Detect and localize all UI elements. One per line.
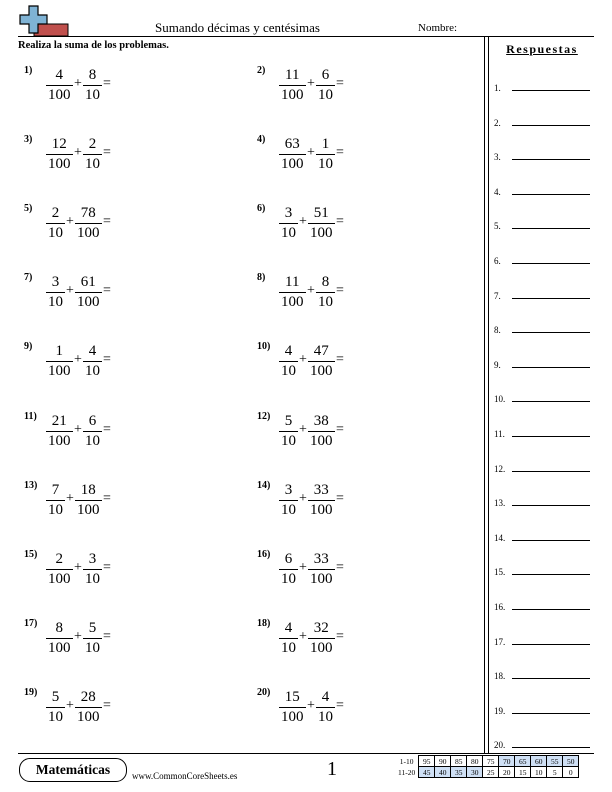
answer-number: 1. — [494, 83, 501, 93]
answer-number: 9. — [494, 359, 501, 370]
score-cell: 0 — [563, 767, 579, 778]
denominator: 10 — [281, 570, 296, 587]
denominator: 100 — [310, 225, 333, 242]
denominator: 10 — [48, 225, 63, 242]
answer-line[interactable] — [512, 90, 590, 91]
answer-number: 14. — [494, 532, 506, 543]
answer-line[interactable] — [512, 471, 590, 472]
numerator: 8 — [46, 620, 73, 639]
equals-sign: = — [336, 145, 344, 161]
footer-divider — [18, 753, 594, 754]
answer-number: 17. — [494, 636, 506, 647]
score-cell: 25 — [483, 767, 499, 778]
equals-sign: = — [103, 559, 111, 575]
score-row — [396, 756, 579, 767]
numerator: 15 — [279, 689, 306, 708]
answer-line[interactable] — [512, 228, 590, 229]
website-link[interactable]: www.CommonCoreSheets.es — [132, 771, 238, 781]
answer-row — [494, 183, 594, 197]
denominator: 100 — [77, 708, 100, 725]
fraction — [308, 482, 335, 519]
denominator: 10 — [281, 225, 296, 242]
equals-sign: = — [103, 76, 111, 91]
problem — [24, 134, 224, 184]
problem-number: 3) — [24, 134, 33, 146]
numerator: 5 — [46, 689, 65, 708]
denominator: 100 — [48, 570, 71, 587]
answer-row — [494, 529, 594, 543]
problem — [257, 203, 457, 253]
numerator: 11 — [279, 274, 306, 293]
answer-row — [494, 460, 594, 474]
fraction — [308, 413, 335, 450]
problem-number: 11) — [24, 410, 37, 422]
denominator: 10 — [48, 501, 63, 518]
problem — [257, 687, 457, 737]
answer-line[interactable] — [512, 194, 590, 195]
problem-number: 10) — [257, 341, 271, 353]
denominator: 100 — [77, 501, 100, 518]
score-cell: 15 — [515, 767, 531, 778]
denominator: 10 — [318, 87, 333, 103]
denominator: 100 — [48, 639, 71, 656]
problem — [24, 203, 224, 253]
plus-sign: + — [74, 145, 82, 161]
fraction — [46, 343, 73, 380]
numerator: 21 — [46, 413, 73, 432]
numerator: 61 — [75, 274, 102, 293]
plus-sign: + — [307, 145, 315, 161]
fraction — [316, 136, 335, 173]
numerator: 8 — [316, 274, 335, 293]
fraction — [75, 205, 102, 242]
answer-line[interactable] — [512, 505, 590, 506]
problem — [24, 411, 224, 461]
numerator: 47 — [308, 343, 335, 362]
fraction — [308, 343, 335, 380]
equals-sign: = — [103, 214, 111, 230]
score-cell: 95 — [419, 756, 435, 767]
page-title: Sumando décimas y centésimas — [155, 20, 320, 35]
denominator: 100 — [281, 156, 304, 173]
fraction — [46, 205, 65, 242]
numerator: 4 — [316, 689, 335, 708]
problem-number: 16) — [257, 548, 271, 560]
numerator: 33 — [308, 482, 335, 501]
score-cell: 60 — [531, 756, 547, 767]
score-cell: 65 — [515, 756, 531, 767]
answer-row — [494, 667, 594, 681]
numerator: 2 — [46, 551, 73, 570]
denominator: 10 — [48, 294, 63, 311]
score-cell: 35 — [451, 767, 467, 778]
fraction — [279, 67, 306, 104]
answer-number: 2. — [494, 117, 501, 128]
answer-row — [494, 425, 594, 439]
plus-sign: + — [66, 283, 74, 299]
answer-number: 10. — [494, 394, 506, 405]
numerator: 3 — [83, 551, 102, 570]
numerator: 4 — [279, 620, 298, 639]
answer-line[interactable] — [512, 747, 590, 748]
denominator: 10 — [48, 708, 63, 725]
numerator: 3 — [46, 274, 65, 293]
answer-row — [494, 287, 594, 301]
denominator: 10 — [85, 570, 100, 587]
problem-number: 4) — [257, 134, 266, 146]
score-row-label: 11-20 — [398, 767, 416, 777]
answer-row — [494, 702, 594, 716]
score-cell: 50 — [563, 756, 579, 767]
equals-sign: = — [103, 283, 111, 299]
score-cell: 20 — [499, 767, 515, 778]
fraction — [279, 274, 306, 311]
denominator: 100 — [310, 639, 333, 656]
plus-sign: + — [299, 352, 307, 368]
answer-line[interactable] — [512, 713, 590, 714]
problem-number: 5) — [24, 203, 33, 215]
answer-number: 13. — [494, 498, 506, 509]
answer-row — [494, 563, 594, 577]
answer-line[interactable] — [512, 159, 590, 160]
brand-badge: Matemáticas — [19, 758, 127, 782]
equals-sign: = — [103, 697, 111, 713]
equals-sign: = — [336, 283, 344, 299]
fraction — [46, 689, 65, 726]
score-cell: 5 — [547, 767, 563, 778]
fraction — [279, 343, 298, 380]
denominator: 10 — [85, 432, 100, 449]
fraction — [83, 67, 102, 104]
answer-row — [494, 598, 594, 612]
problem — [24, 341, 224, 391]
equals-sign: = — [336, 76, 344, 91]
equals-sign: = — [103, 490, 111, 506]
numerator: 2 — [83, 136, 102, 155]
problem-number: 6) — [257, 203, 266, 215]
problem-number: 17) — [24, 617, 38, 629]
answer-number: 6. — [494, 256, 501, 266]
score-cell: 10 — [531, 767, 547, 778]
denominator: 100 — [48, 87, 71, 103]
denominator: 100 — [310, 570, 333, 587]
fraction — [46, 482, 65, 519]
answer-number: 5. — [494, 221, 501, 232]
fraction — [316, 67, 335, 104]
equals-sign: = — [103, 628, 111, 644]
denominator: 10 — [318, 156, 333, 173]
numerator: 51 — [308, 205, 335, 224]
score-cell: 45 — [419, 767, 435, 778]
plus-sign: + — [74, 559, 82, 575]
plus-sign: + — [307, 697, 315, 713]
fraction — [46, 136, 73, 173]
fraction — [279, 551, 298, 588]
numerator: 78 — [75, 205, 102, 224]
score-row-label: 1-10 — [399, 756, 414, 766]
denominator: 100 — [48, 156, 71, 173]
answer-number: 15. — [494, 567, 506, 578]
plus-sign: + — [299, 490, 307, 506]
denominator: 10 — [85, 87, 100, 103]
answer-line[interactable] — [512, 644, 590, 645]
numerator: 4 — [279, 343, 298, 362]
answer-row — [494, 252, 594, 266]
fraction — [46, 413, 73, 450]
instructions: Realiza la suma de los problemas. — [18, 40, 169, 51]
denominator: 10 — [281, 432, 296, 449]
answer-line[interactable] — [512, 367, 590, 368]
problem-number: 18) — [257, 617, 271, 629]
denominator: 10 — [85, 363, 100, 380]
plus-sign: + — [307, 76, 315, 91]
plus-sign: + — [74, 76, 82, 91]
fraction — [308, 620, 335, 657]
answer-number: 3. — [494, 152, 501, 163]
answer-number: 19. — [494, 705, 506, 716]
problem — [257, 134, 457, 184]
score-row — [396, 767, 579, 778]
denominator: 10 — [281, 639, 296, 656]
plus-sign: + — [74, 352, 82, 368]
answer-number: 12. — [494, 463, 506, 474]
fraction — [75, 689, 102, 726]
answers-title: Respuestas — [506, 42, 578, 56]
denominator: 10 — [85, 156, 100, 173]
fraction — [83, 620, 102, 657]
numerator: 8 — [83, 67, 102, 86]
score-cell: 75 — [483, 756, 499, 767]
fraction — [279, 136, 306, 173]
denominator: 100 — [310, 363, 333, 380]
numerator: 7 — [46, 482, 65, 501]
denominator: 10 — [281, 501, 296, 518]
problem-number: 20) — [257, 686, 271, 698]
fraction — [279, 205, 298, 242]
answer-row — [494, 390, 594, 404]
score-cell: 80 — [467, 756, 483, 767]
answer-line[interactable] — [512, 436, 590, 437]
numerator: 4 — [46, 67, 73, 86]
fraction — [46, 67, 73, 104]
answer-number: 11. — [494, 429, 505, 439]
numerator: 4 — [83, 343, 102, 362]
fraction — [46, 620, 73, 657]
problem — [257, 480, 457, 530]
problem-number: 13) — [24, 479, 38, 491]
answer-line[interactable] — [512, 401, 590, 402]
plus-sign: + — [299, 214, 307, 230]
fraction — [46, 551, 73, 588]
column-divider — [488, 37, 489, 753]
plus-sign: + — [74, 628, 82, 644]
fraction — [279, 482, 298, 519]
fraction — [279, 620, 298, 657]
denominator: 100 — [48, 363, 71, 380]
score-cell: 30 — [467, 767, 483, 778]
equals-sign: = — [336, 490, 344, 506]
answer-line[interactable] — [512, 332, 590, 333]
answer-row — [494, 79, 594, 93]
equals-sign: = — [336, 352, 344, 368]
answer-row — [494, 148, 594, 162]
answer-number: 18. — [494, 671, 506, 682]
numerator: 6 — [83, 413, 102, 432]
equals-sign: = — [336, 697, 344, 713]
answer-number: 16. — [494, 602, 506, 612]
problem — [24, 65, 224, 115]
problem-number: 1) — [24, 65, 33, 76]
logo-icon — [18, 4, 70, 38]
equals-sign: = — [336, 559, 344, 575]
problem — [257, 618, 457, 668]
answer-line[interactable] — [512, 574, 590, 575]
denominator: 10 — [318, 708, 333, 725]
answer-number: 4. — [494, 186, 501, 197]
numerator: 1 — [316, 136, 335, 155]
score-cell: 85 — [451, 756, 467, 767]
denominator: 100 — [281, 87, 304, 103]
answer-number: 8. — [494, 325, 501, 336]
answer-number: 7. — [494, 290, 501, 301]
plus-sign: + — [66, 214, 74, 230]
denominator: 100 — [310, 432, 333, 449]
numerator: 3 — [279, 205, 298, 224]
plus-sign: + — [299, 421, 307, 437]
problem — [257, 65, 457, 115]
fraction — [83, 551, 102, 588]
plus-sign: + — [307, 283, 315, 299]
fraction — [83, 413, 102, 450]
answer-row — [494, 633, 594, 647]
answer-row — [494, 217, 594, 231]
answer-row — [494, 736, 594, 750]
problem-number: 9) — [24, 341, 33, 353]
plus-sign: + — [66, 697, 74, 713]
name-label: Nombre: — [418, 22, 458, 34]
problem — [24, 618, 224, 668]
fraction — [316, 689, 335, 726]
problem — [24, 549, 224, 599]
problem-number: 7) — [24, 272, 33, 284]
numerator: 63 — [279, 136, 306, 155]
numerator: 5 — [83, 620, 102, 639]
answer-row — [494, 114, 594, 128]
numerator: 33 — [308, 551, 335, 570]
header-divider — [18, 36, 594, 37]
denominator: 100 — [48, 432, 71, 449]
fraction — [316, 274, 335, 311]
problem-number: 8) — [257, 272, 266, 284]
equals-sign: = — [103, 421, 111, 437]
plus-sign: + — [299, 628, 307, 644]
problem — [257, 341, 457, 391]
numerator: 6 — [279, 551, 298, 570]
numerator: 3 — [279, 482, 298, 501]
numerator: 38 — [308, 413, 335, 432]
problem — [24, 687, 224, 737]
numerator: 1 — [46, 343, 73, 362]
numerator: 5 — [279, 413, 298, 432]
fraction — [83, 136, 102, 173]
score-cell: 55 — [547, 756, 563, 767]
numerator: 12 — [46, 136, 73, 155]
answer-line[interactable] — [512, 263, 590, 264]
problem-number: 14) — [257, 479, 271, 491]
plus-sign: + — [74, 421, 82, 437]
numerator: 18 — [75, 482, 102, 501]
answer-number: 20. — [494, 740, 506, 751]
numerator: 32 — [308, 620, 335, 639]
plus-sign: + — [299, 559, 307, 575]
denominator: 100 — [281, 708, 304, 725]
problem — [24, 272, 224, 322]
numerator: 6 — [316, 67, 335, 86]
denominator: 10 — [85, 639, 100, 656]
fraction — [75, 274, 102, 311]
equals-sign: = — [103, 145, 111, 161]
fraction — [83, 343, 102, 380]
answer-row — [494, 356, 594, 370]
answer-line[interactable] — [512, 540, 590, 541]
equals-sign: = — [336, 628, 344, 644]
problem — [257, 411, 457, 461]
score-cell: 70 — [499, 756, 515, 767]
score-cell: 40 — [435, 767, 451, 778]
numerator: 28 — [75, 689, 102, 708]
plus-sign: + — [66, 490, 74, 506]
denominator: 10 — [281, 363, 296, 380]
page-number: 1 — [327, 758, 337, 780]
problem-number: 12) — [257, 410, 271, 422]
answer-line[interactable] — [512, 298, 590, 299]
answer-line[interactable] — [512, 609, 590, 610]
column-divider — [484, 37, 485, 753]
denominator: 100 — [77, 225, 100, 242]
fraction — [75, 482, 102, 519]
numerator: 2 — [46, 205, 65, 224]
answer-line[interactable] — [512, 678, 590, 679]
problem — [257, 549, 457, 599]
denominator: 100 — [281, 294, 304, 311]
problem-number: 2) — [257, 65, 266, 76]
fraction — [308, 551, 335, 588]
denominator: 10 — [318, 294, 333, 311]
problem-number: 19) — [24, 686, 38, 698]
fraction — [279, 413, 298, 450]
equals-sign: = — [336, 421, 344, 437]
equals-sign: = — [336, 214, 344, 230]
answer-row — [494, 494, 594, 508]
equals-sign: = — [103, 352, 111, 368]
score-cell: 90 — [435, 756, 451, 767]
fraction — [46, 274, 65, 311]
problem — [24, 480, 224, 530]
answer-line[interactable] — [512, 125, 590, 126]
problem — [257, 272, 457, 322]
answer-row — [494, 321, 594, 335]
numerator: 11 — [279, 67, 306, 86]
denominator: 100 — [77, 294, 100, 311]
denominator: 100 — [310, 501, 333, 518]
score-table — [396, 755, 579, 778]
fraction — [308, 205, 335, 242]
fraction — [279, 689, 306, 726]
problem-number: 15) — [24, 548, 38, 560]
